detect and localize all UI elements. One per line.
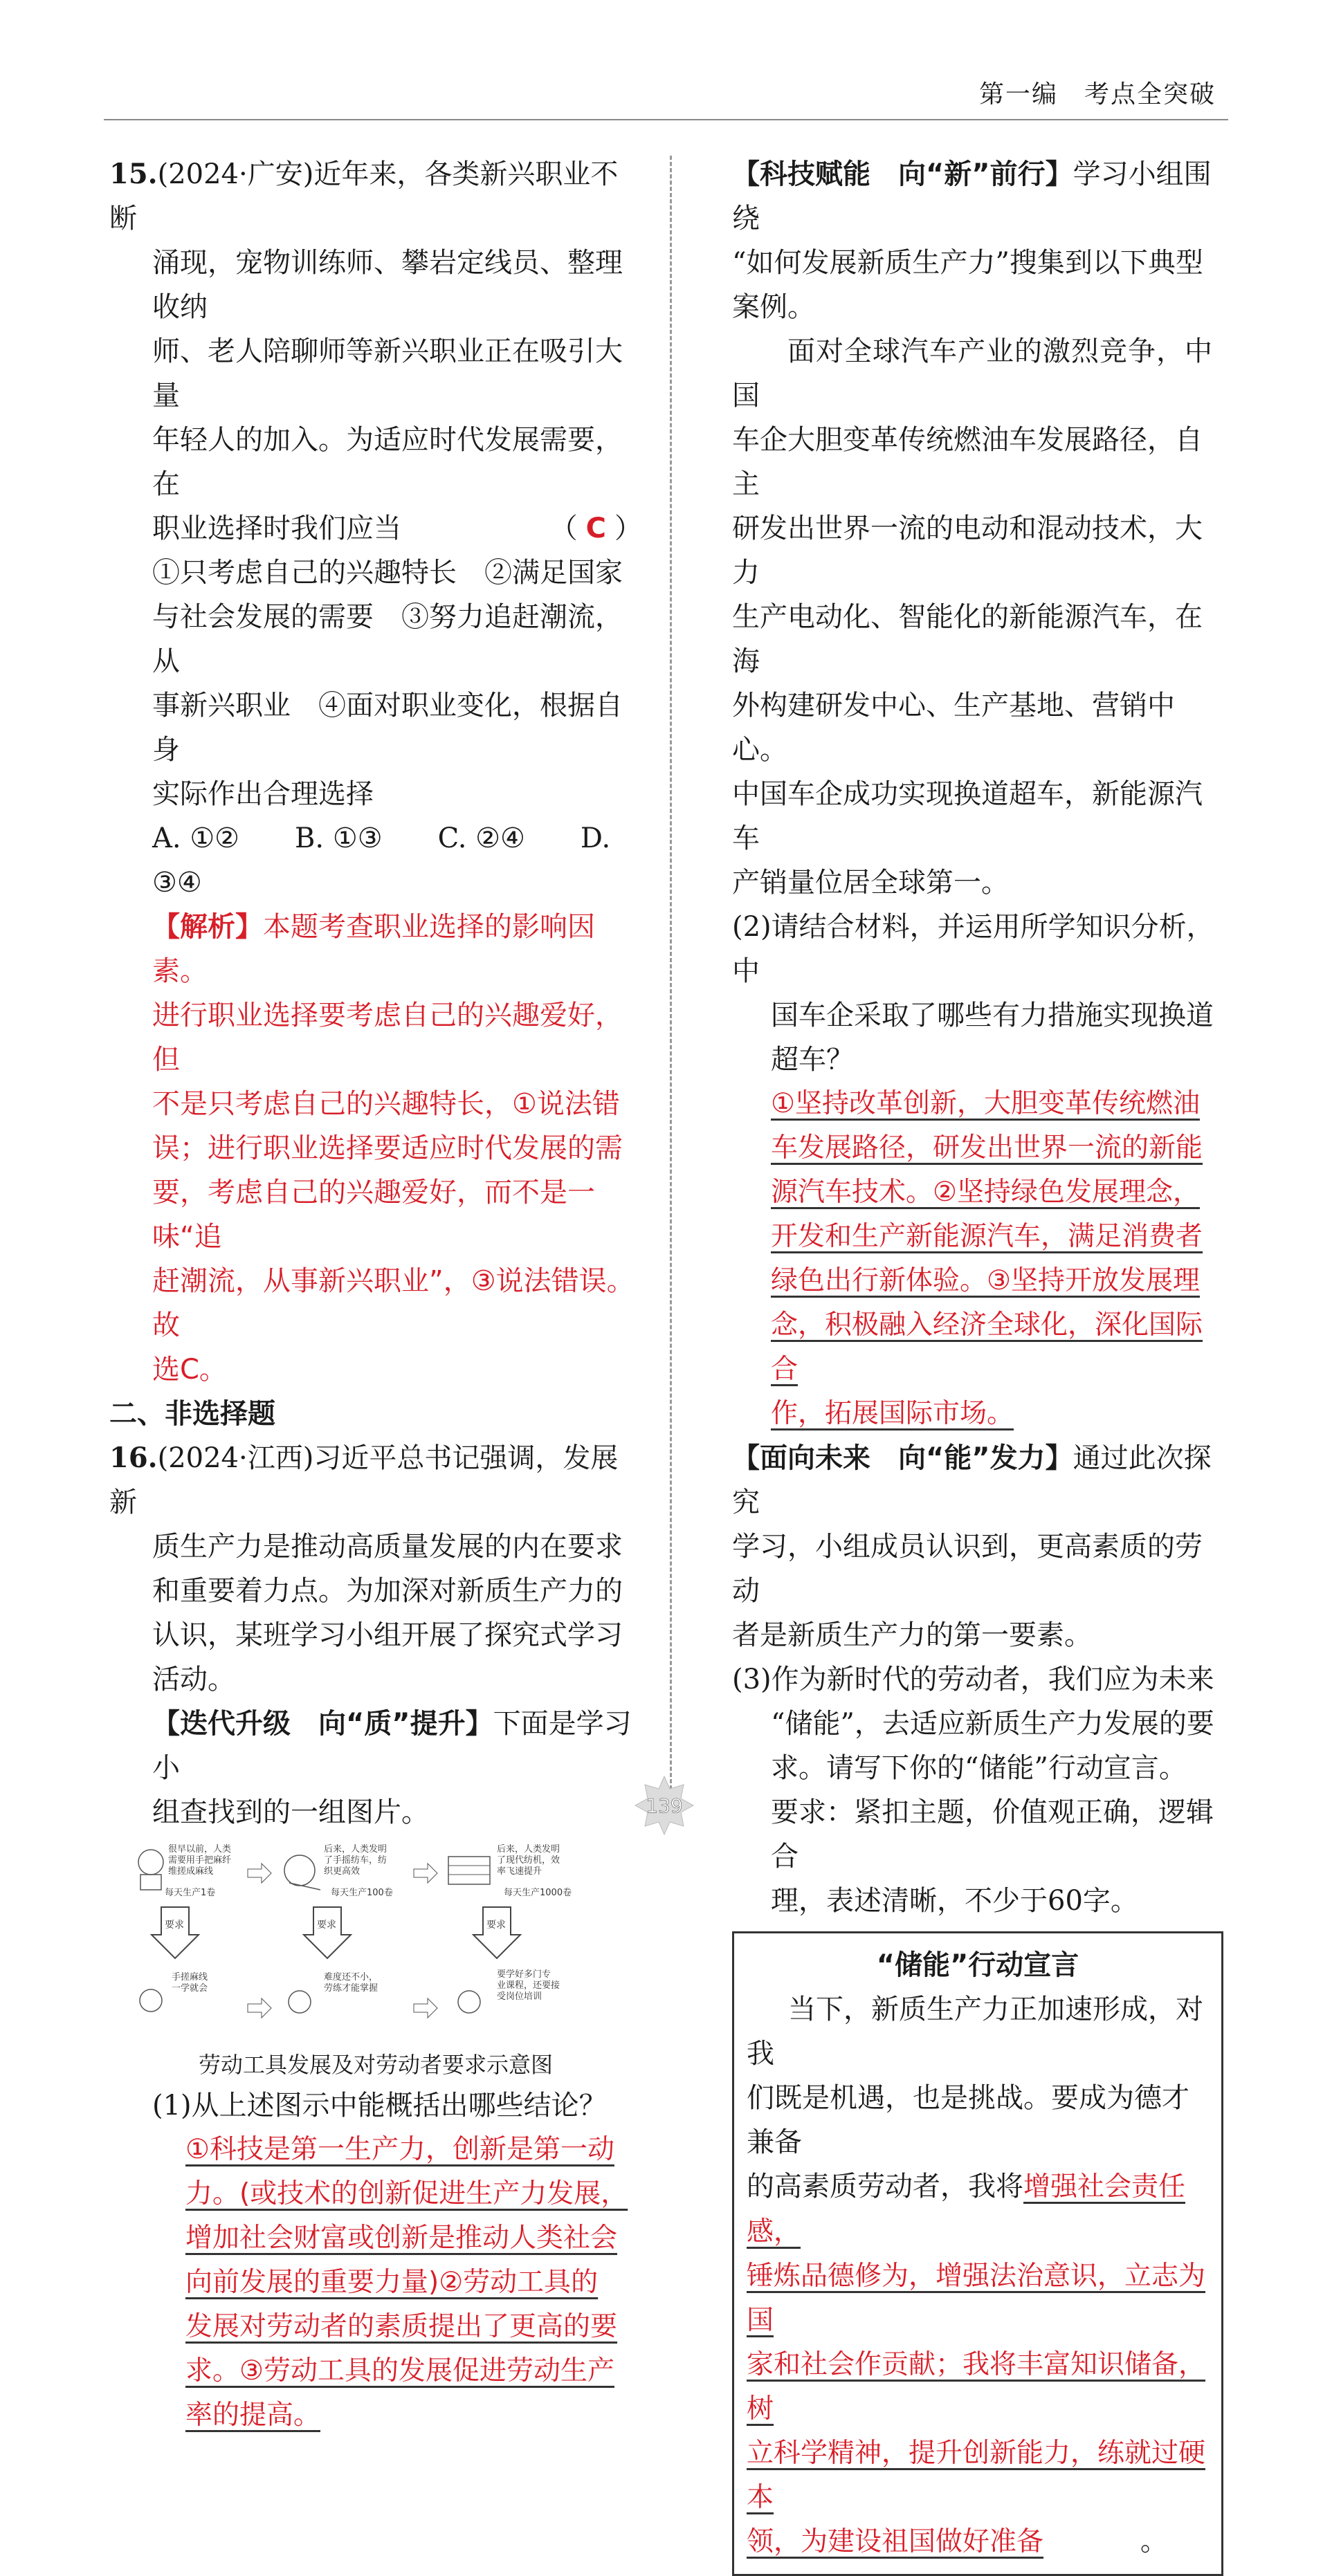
q15-line: 年轻人的加入。为适应时代发展需要，在 <box>152 424 623 500</box>
answer-line: 念，积极融入经济全球化，深化国际合 <box>771 1309 1203 1385</box>
down-arrow-icon <box>473 1907 520 1958</box>
answer-line: 率的提高。 <box>185 2400 321 2431</box>
material-line: 中国车企成功实现换道超车，新能源汽车 <box>732 778 1203 854</box>
bracket-close: ） <box>614 513 642 544</box>
arrow-icon <box>248 1998 271 2018</box>
answer-line: 发展对劳动者的素质提出了更高的要 <box>185 2311 618 2342</box>
q15-line: 师、老人陪聊师等新兴职业正在吸引大量 <box>152 335 623 412</box>
answer-2 <box>732 1082 1223 1436</box>
question-15 <box>109 152 642 1392</box>
figure-caption: 劳动工具发展及对劳动者要求示意图 <box>198 2052 553 2078</box>
question-16 <box>109 1436 642 2438</box>
answer-line: ①坚持改革创新，大胆变革传统燃油 <box>771 1088 1200 1119</box>
arrow-icon <box>414 1864 437 1883</box>
fig-text: 后来，人类发明 <box>324 1844 387 1855</box>
page-number-badge <box>630 1771 699 1840</box>
q16-line: 和重要着力点。为加深对新质生产力的 <box>152 1575 623 1607</box>
down-arrow-icon <box>304 1907 351 1958</box>
part3-line: 学习，小组成员认识到，更高素质的劳动 <box>732 1531 1203 1607</box>
section-heading: 二、非选择题 <box>109 1398 275 1430</box>
sub-question-2: 超车？ <box>771 1044 854 1076</box>
sub-question-2: 国车企采取了哪些有力措施实现换道 <box>771 1000 1214 1031</box>
q15-line: (2024·广安)近年来，各类新兴职业不断 <box>109 158 619 234</box>
panel-modern-loom <box>448 1843 572 1898</box>
fig-text: 手搓麻线 <box>172 1972 208 1982</box>
analysis-line: 赶潮流，从事新兴职业”，③说法错误。故 <box>152 1265 635 1341</box>
panel-advanced-skill <box>458 1969 560 2013</box>
fig-text: 每天生产1卷 <box>165 1888 216 1898</box>
answer-line: 向前发展的重要力量)②劳动工具的 <box>185 2267 599 2298</box>
q15-answer: C <box>585 513 606 544</box>
q15-option-line: ①只考虑自己的兴趣特长 ②满足国家 <box>152 557 623 589</box>
part2-label: 【科技赋能 向“新”前行】 <box>732 158 1073 190</box>
page-header: 第一编 考点全突破 <box>978 80 1216 109</box>
part3-label: 【面向未来 向“能”发力】 <box>732 1442 1073 1474</box>
answer-line: 增加社会财富或创新是推动人类社会 <box>185 2223 618 2254</box>
figure-svg <box>130 1841 628 2042</box>
q15-option-line: 事新兴职业 ④面对职业变化，根据自身 <box>152 690 623 766</box>
part1-label: 【迭代升级 向“质”提升】 <box>152 1708 493 1740</box>
box-title: “储能”行动宣言 <box>876 1949 1079 1981</box>
answer-line: 求。③劳动工具的发展促进劳动生产 <box>185 2355 614 2386</box>
box-answer: 增强社会责任感， <box>747 2171 1186 2247</box>
fig-text: 很早以前，人类 <box>168 1844 232 1855</box>
box-answer: 立科学精神，提升创新能力，练就过硬本 <box>747 2438 1206 2513</box>
left-column <box>109 152 642 2438</box>
part1-line: 下面是学习小 <box>152 1708 632 1784</box>
part2-line: 案例。 <box>732 291 815 323</box>
fig-text: 要求 <box>317 1920 336 1931</box>
material-line: 研发出世界一流的电动和混动技术，大力 <box>732 513 1203 589</box>
box-answer: 家和社会作贡献；我将丰富知识储备，树 <box>747 2349 1206 2425</box>
material-line: 产销量位居全球第一。 <box>732 867 1009 899</box>
answer-line: 车发展路径，研发出世界一流的新能 <box>771 1132 1203 1163</box>
box-end: 。 <box>1140 2526 1168 2557</box>
labor-tools-figure <box>130 1841 628 2042</box>
badge-icon <box>630 1771 699 1840</box>
part2-line: 学习小组围绕 <box>732 158 1212 234</box>
fig-text: 每天生产1000卷 <box>504 1888 572 1898</box>
box-line: 的高素质劳动者，我将 <box>747 2171 1023 2202</box>
fig-text: 一学就会 <box>172 1983 208 1994</box>
analysis-line: 要，考虑自己的兴趣爱好，而不是一味“追 <box>152 1177 595 1253</box>
declaration-box <box>732 1931 1223 2576</box>
q15-option-line: 实际作出合理选择 <box>152 778 374 810</box>
fig-text: 要求 <box>486 1920 506 1931</box>
part3-line: 通过此次探究 <box>732 1442 1212 1518</box>
sub-question-2: (2)请结合材料，并运用所学知识分析，中 <box>732 911 1214 987</box>
arrow-icon <box>414 1998 437 2018</box>
q16-line: (2024·江西)习近平总书记强调，发展新 <box>109 1442 619 1518</box>
fig-text: 需要用手把麻纤 <box>168 1855 232 1866</box>
requirement: 要求：紧扣主题，价值观正确，逻辑合 <box>771 1796 1214 1873</box>
fig-text: 了手摇纺车，纺 <box>324 1855 387 1866</box>
fig-text: 劳练才能掌握 <box>324 1983 378 1994</box>
answer-line: ①科技是第一生产力，创新是第一动 <box>185 2134 614 2165</box>
fig-text: 维搓成麻线 <box>168 1866 214 1877</box>
material-line: 生产电动化、智能化的新能源汽车，在海 <box>732 601 1203 677</box>
material-line: 面对全球汽车产业的激烈竞争，中国 <box>732 335 1213 412</box>
box-answer: 领，为建设祖国做好准备 <box>747 2526 1044 2557</box>
q16-line: 认识，某班学习小组开展了探究式学习 <box>152 1619 623 1651</box>
q16-line: 质生产力是推动高质量发展的内在要求 <box>152 1531 623 1563</box>
requirement: 理，表述清晰，不少于60字。 <box>771 1885 1138 1917</box>
answer-line: 源汽车技术。②坚持绿色发展理念， <box>771 1177 1200 1208</box>
part2-line: “如何发展新质生产力”搜集到以下典型 <box>732 247 1203 279</box>
fig-text: 难度还不小， <box>324 1972 378 1982</box>
q16-line: 活动。 <box>152 1664 235 1695</box>
q15-line: 涌现，宠物训练师、攀岩定线员、整理收纳 <box>152 247 623 323</box>
right-column <box>732 152 1223 2576</box>
down-arrow-icon <box>152 1907 199 1958</box>
panel-medium-skill <box>289 1971 378 2013</box>
case-material <box>732 329 1223 905</box>
q16-number: 16. <box>109 1442 158 1474</box>
analysis-line: 误；进行职业选择要适应时代发展的需 <box>152 1132 623 1164</box>
q15-stem-end: 职业选择时我们应当 <box>152 513 401 544</box>
part3-line: 者是新质生产力的第一要素。 <box>732 1619 1092 1651</box>
sub-question-1: (1)从上述图示中能概括出哪些结论？ <box>152 2090 607 2122</box>
fig-text: 后来，人类发明 <box>497 1844 560 1855</box>
fig-text: 要求 <box>165 1920 184 1931</box>
box-line: 当下，新质生产力正加速形成，对我 <box>747 1994 1203 2070</box>
answer-line: 作，拓展国际市场。 <box>771 1398 1014 1429</box>
material-line: 车企大胆变革传统燃油车发展路径，自主 <box>732 424 1203 500</box>
arrow-icon <box>248 1864 271 1883</box>
fig-text: 织更高效 <box>324 1866 361 1877</box>
sub-question-3: 求。请写下你的“储能”行动宣言。 <box>771 1752 1187 1784</box>
analysis-line: 本题考查职业选择的影响因素。 <box>152 911 595 987</box>
material-line: 外构建研发中心、生产基地、营销中心。 <box>732 690 1175 766</box>
box-line: 们既是机遇，也是挑战。要成为德才兼备 <box>747 2082 1189 2158</box>
q15-option-line: 与社会发展的需要 ③努力追赶潮流，从 <box>152 601 623 677</box>
panel-hand-spinning <box>138 1843 231 1898</box>
header-rule <box>104 119 1228 120</box>
fig-text: 了现代纺机，效 <box>497 1855 560 1866</box>
answer-1 <box>109 2128 642 2438</box>
box-answer: 锤炼品德修为，增强法治意识，立志为国 <box>747 2261 1206 2336</box>
q15-choices: A. ①② B. ①③ C. ②④ D. ③④ <box>152 822 611 899</box>
panel-easy-skill <box>140 1971 208 2012</box>
answer-line: 力。(或技术的创新促进生产力发展， <box>185 2178 628 2209</box>
analysis-label: 【解析】 <box>152 911 263 943</box>
fig-text: 率飞速提升 <box>497 1866 542 1877</box>
analysis-line: 进行职业选择要考虑自己的兴趣爱好，但 <box>152 1000 623 1076</box>
q15-answer-bracket <box>550 506 642 551</box>
fig-text: 每天生产100卷 <box>331 1888 393 1898</box>
analysis-line: 不是只考虑自己的兴趣特长，①说法错 <box>152 1088 620 1120</box>
q15-number: 15. <box>109 158 158 190</box>
sub-question-3: “储能”，去适应新质生产力发展的要 <box>771 1708 1214 1740</box>
fig-text: 业课程，还要接 <box>497 1980 560 1991</box>
fig-text: 受岗位培训 <box>497 1991 542 2002</box>
panel-spinning-wheel <box>284 1843 393 1898</box>
page-number: 139 <box>646 1794 683 1817</box>
part1-line: 组查找到的一组图片。 <box>152 1796 429 1828</box>
bracket-open: （ <box>549 513 578 544</box>
column-divider <box>670 156 672 1802</box>
fig-text: 要学好多门专 <box>497 1969 551 1980</box>
analysis-line: 选C。 <box>152 1354 227 1386</box>
answer-line: 绿色出行新体验。③坚持开放发展理 <box>771 1265 1200 1296</box>
sub-question-3: (3)作为新时代的劳动者，我们应为未来 <box>732 1664 1214 1695</box>
answer-line: 开发和生产新能源汽车，满足消费者 <box>771 1221 1203 1252</box>
